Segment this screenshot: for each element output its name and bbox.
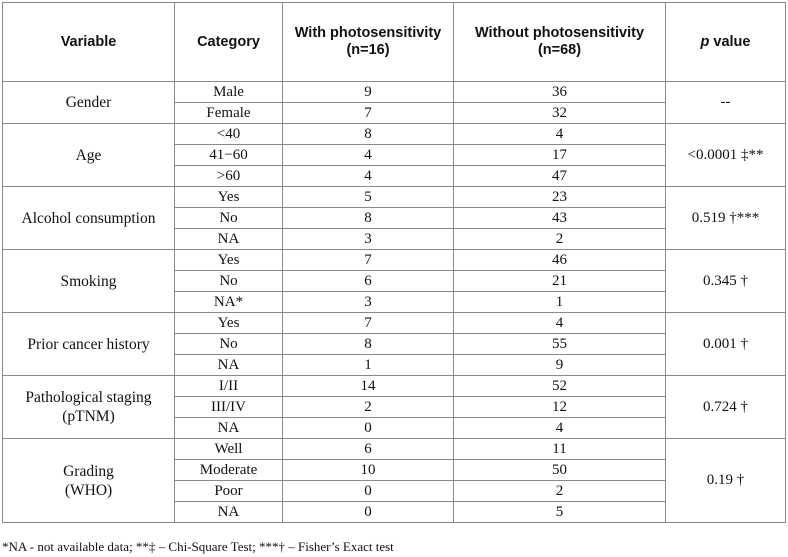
without-cell: 46 <box>454 250 666 271</box>
without-cell: 4 <box>454 124 666 145</box>
category-cell: NA <box>175 418 283 439</box>
category-cell: NA <box>175 229 283 250</box>
header-row <box>3 3 786 82</box>
footnote: *NA - not available data; **‡ – Chi-Square Test; ***† – Fisher’s Exact test <box>2 539 394 554</box>
header-variable: Variable <box>3 3 175 82</box>
header-p-value: p value <box>666 3 786 82</box>
with-cell: 7 <box>283 313 454 334</box>
p-value-cell: 0.001 † <box>666 313 786 376</box>
without-cell: 2 <box>454 481 666 502</box>
table-row <box>3 187 786 208</box>
category-cell: No <box>175 334 283 355</box>
variable-label: Pathological staging <box>25 389 152 406</box>
without-cell: 17 <box>454 145 666 166</box>
variable-cell <box>3 376 175 439</box>
without-cell: 43 <box>454 208 666 229</box>
variable-label: (WHO) <box>64 481 113 499</box>
p-value-cell: 0.345 † <box>666 250 786 313</box>
variable-label: Age <box>75 146 102 164</box>
without-cell: 21 <box>454 271 666 292</box>
with-cell: 7 <box>283 103 454 124</box>
category-cell: I/II <box>175 376 283 397</box>
p-value-cell: -- <box>666 82 786 124</box>
with-cell: 4 <box>283 166 454 187</box>
with-cell: 5 <box>283 187 454 208</box>
without-cell: 50 <box>454 460 666 481</box>
with-cell: 1 <box>283 355 454 376</box>
with-cell: 2 <box>283 397 454 418</box>
p-value-cell: <0.0001 ‡** <box>666 124 786 187</box>
variable-cell <box>3 439 175 523</box>
with-cell: 9 <box>283 82 454 103</box>
header-category: Category <box>175 3 283 82</box>
data-table <box>2 2 786 523</box>
variable-label: Gender <box>65 94 112 111</box>
p-value-cell: 0.724 † <box>666 376 786 439</box>
header-with-photosensitivity: With photosensitivity (n=16) <box>283 3 454 82</box>
variable-label: Prior cancer history <box>27 335 150 353</box>
category-cell: III/IV <box>175 397 283 418</box>
p-value-cell: 0.19 † <box>666 439 786 523</box>
with-cell: 3 <box>283 292 454 313</box>
header-without-photosensitivity: Without photosensitivity (n=68) <box>454 3 666 82</box>
without-cell: 32 <box>454 103 666 124</box>
category-cell: NA* <box>175 292 283 313</box>
category-cell: <40 <box>175 124 283 145</box>
with-cell: 8 <box>283 334 454 355</box>
without-cell: 47 <box>454 166 666 187</box>
category-cell: Moderate <box>175 460 283 481</box>
p-value-cell: 0.519 †*** <box>666 187 786 250</box>
category-cell: No <box>175 271 283 292</box>
table-row <box>3 124 786 145</box>
category-cell: Yes <box>175 250 283 271</box>
without-cell: 4 <box>454 313 666 334</box>
with-cell: 0 <box>283 481 454 502</box>
with-cell: 8 <box>283 124 454 145</box>
category-cell: >60 <box>175 166 283 187</box>
variable-cell <box>3 250 175 313</box>
variable-label: Smoking <box>60 272 117 290</box>
with-cell: 3 <box>283 229 454 250</box>
variable-cell <box>3 82 175 124</box>
table-row <box>3 82 786 103</box>
category-cell: Yes <box>175 187 283 208</box>
with-cell: 7 <box>283 250 454 271</box>
without-cell: 52 <box>454 376 666 397</box>
variable-cell <box>3 313 175 376</box>
category-cell: NA <box>175 502 283 523</box>
category-cell: Yes <box>175 313 283 334</box>
variable-label: Grading <box>63 462 114 480</box>
with-cell: 4 <box>283 145 454 166</box>
category-cell: Female <box>175 103 283 124</box>
variable-label: (pTNM) <box>62 408 115 425</box>
without-cell: 36 <box>454 82 666 103</box>
category-cell: NA <box>175 355 283 376</box>
with-cell: 8 <box>283 208 454 229</box>
without-cell: 2 <box>454 229 666 250</box>
with-cell: 10 <box>283 460 454 481</box>
without-cell: 1 <box>454 292 666 313</box>
variable-cell <box>3 187 175 250</box>
category-cell: Well <box>175 439 283 460</box>
without-cell: 5 <box>454 502 666 523</box>
table-row <box>3 376 786 397</box>
without-cell: 9 <box>454 355 666 376</box>
variable-cell <box>3 124 175 187</box>
category-cell: 41−60 <box>175 145 283 166</box>
table-row <box>3 250 786 271</box>
table-row <box>3 439 786 460</box>
without-cell: 23 <box>454 187 666 208</box>
variable-label: Alcohol consumption <box>21 209 156 227</box>
table-row <box>3 313 786 334</box>
without-cell: 11 <box>454 439 666 460</box>
category-cell: Poor <box>175 481 283 502</box>
with-cell: 6 <box>283 439 454 460</box>
with-cell: 0 <box>283 502 454 523</box>
with-cell: 6 <box>283 271 454 292</box>
without-cell: 12 <box>454 397 666 418</box>
without-cell: 55 <box>454 334 666 355</box>
category-cell: No <box>175 208 283 229</box>
without-cell: 4 <box>454 418 666 439</box>
with-cell: 14 <box>283 376 454 397</box>
category-cell: Male <box>175 82 283 103</box>
with-cell: 0 <box>283 418 454 439</box>
